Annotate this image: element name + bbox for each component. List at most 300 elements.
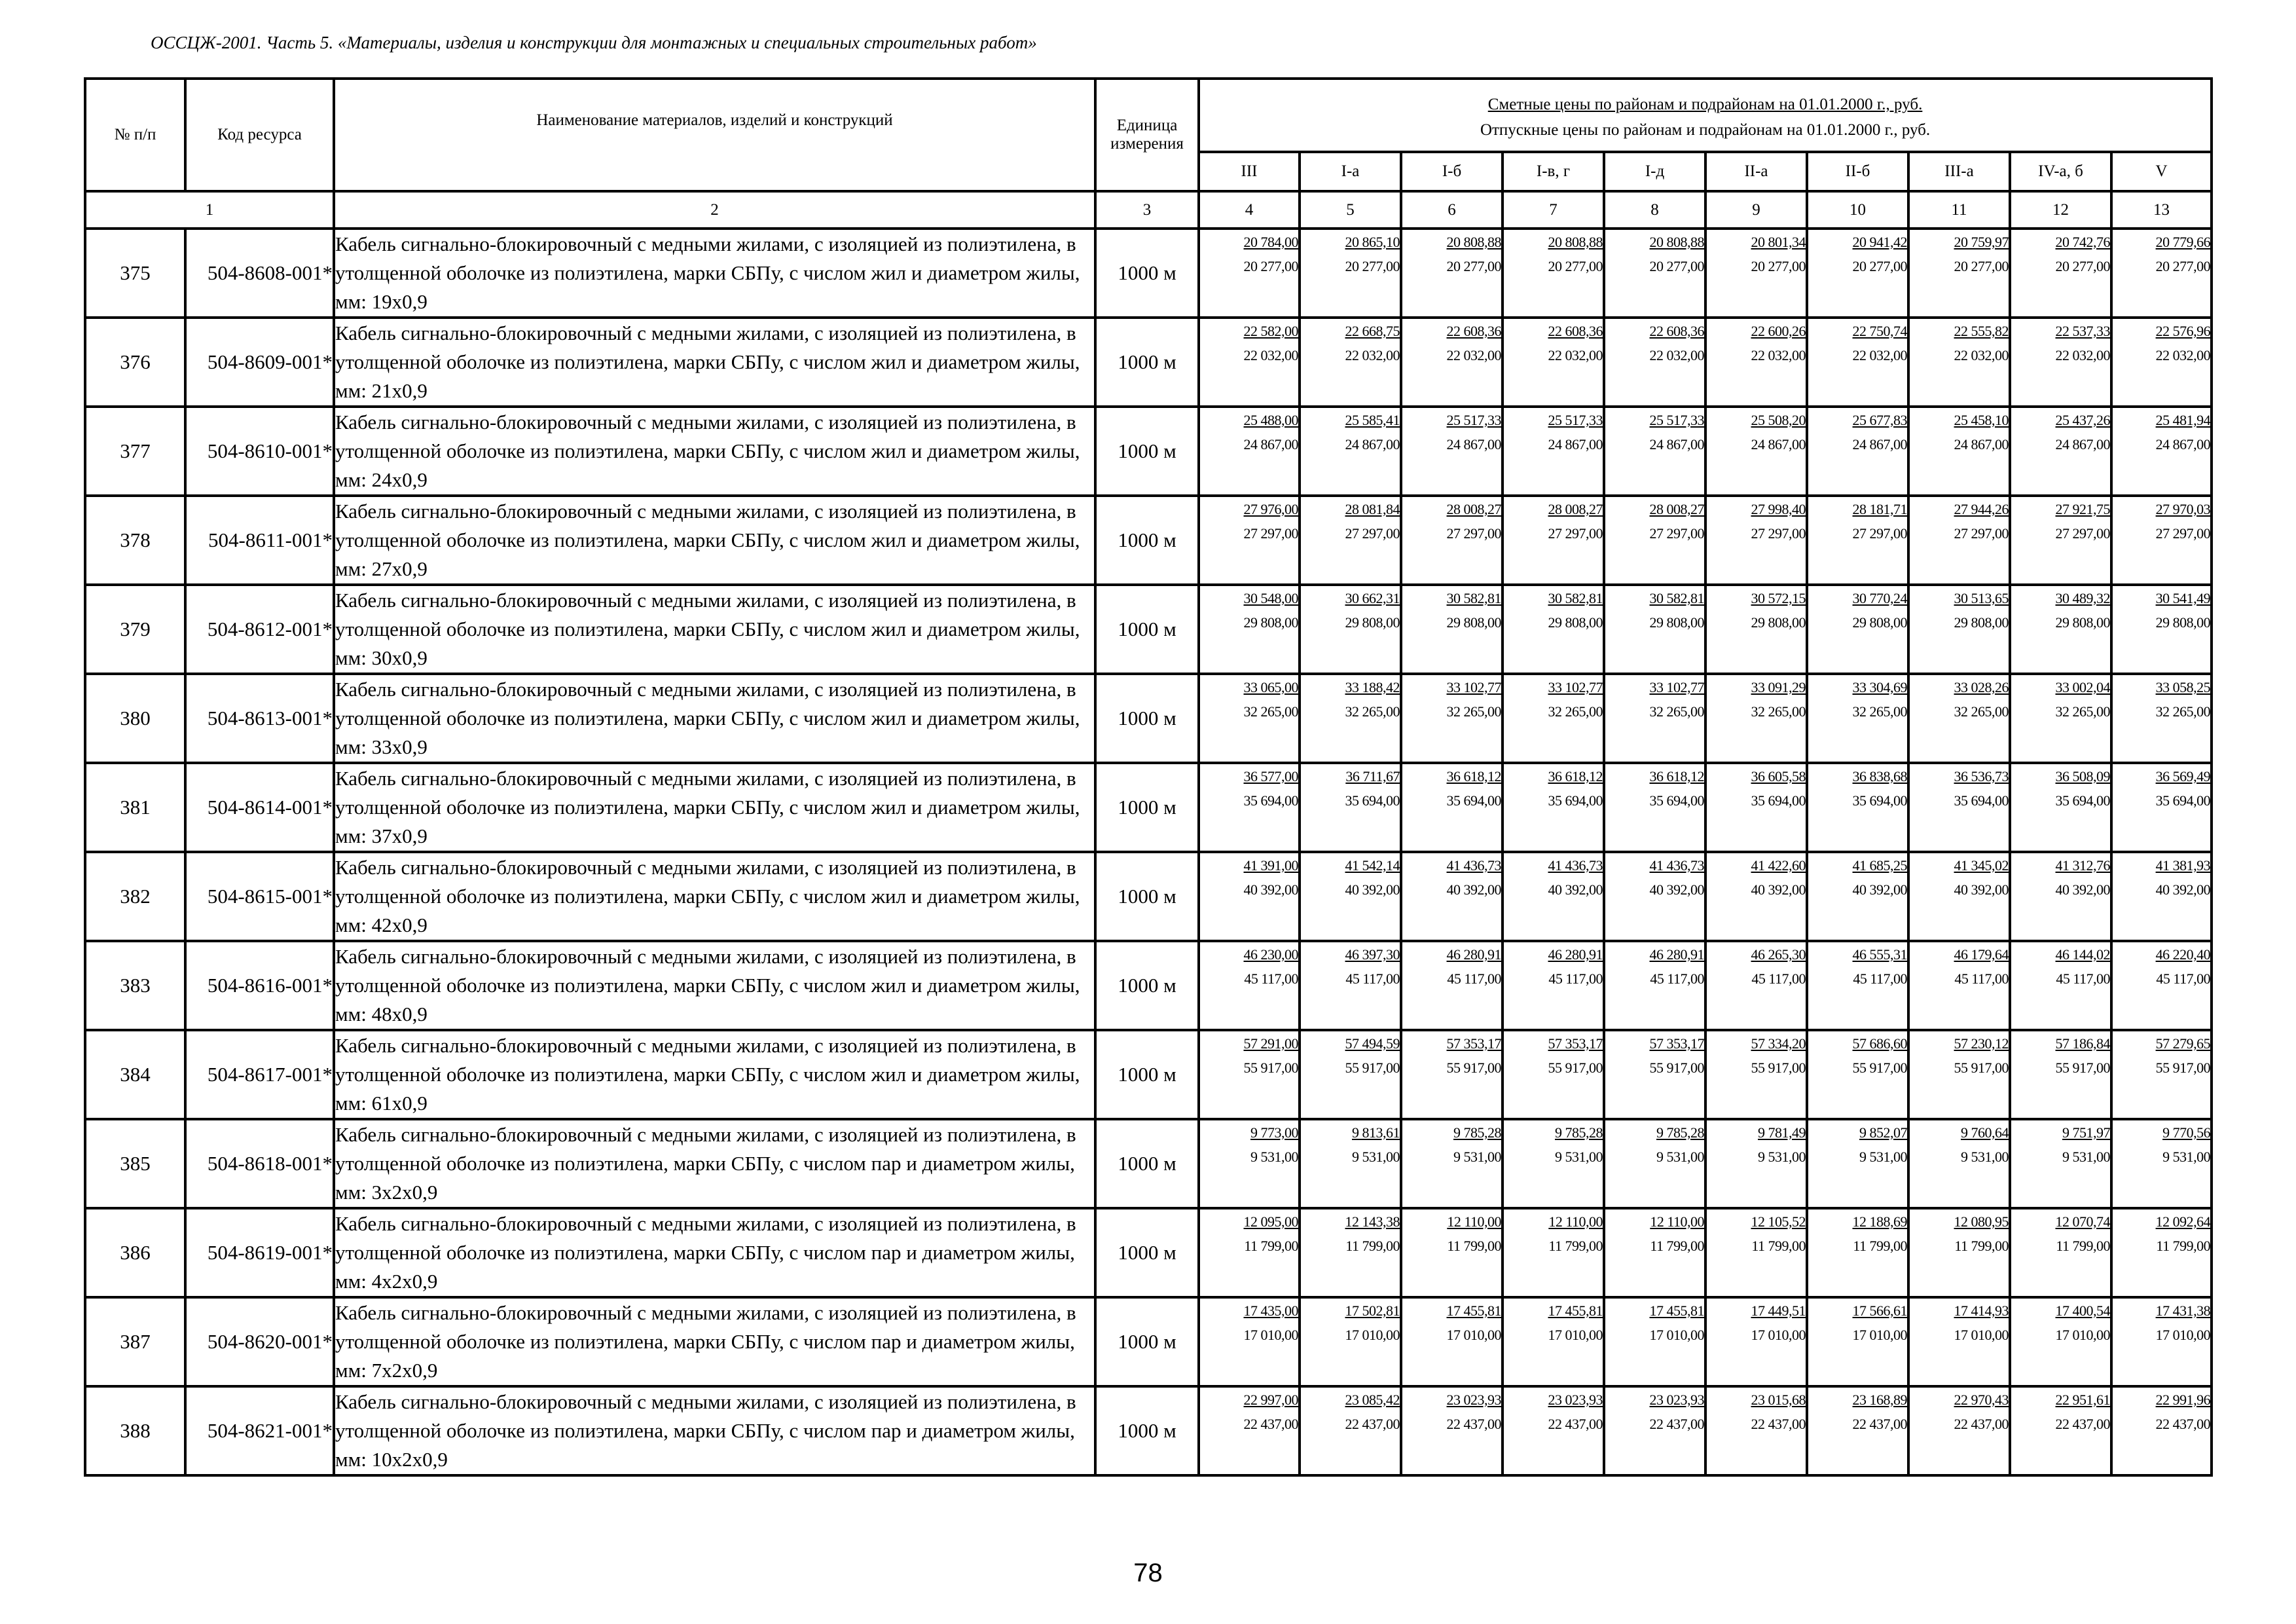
- estimate-price: 9 852,07: [1859, 1124, 1907, 1141]
- estimate-price: 25 517,33: [1649, 412, 1704, 428]
- estimate-price: 46 265,30: [1751, 946, 1806, 963]
- estimate-price: 36 618,12: [1548, 768, 1603, 784]
- release-price: 22 437,00: [1751, 1416, 1806, 1432]
- price-cell: [1300, 318, 1401, 407]
- estimate-price: 57 353,17: [1446, 1035, 1501, 1052]
- estimate-price: 22 582,00: [1243, 323, 1298, 339]
- estimate-price: 41 391,00: [1243, 857, 1298, 874]
- unit-of-measure: 1000 м: [1095, 941, 1199, 1030]
- price-cell: [1908, 1030, 2010, 1119]
- price-cell: [1705, 229, 1807, 318]
- column-number: 5: [1300, 191, 1401, 229]
- release-price: 29 808,00: [1649, 614, 1704, 631]
- unit-of-measure: 1000 м: [1095, 1297, 1199, 1386]
- estimate-price: 22 668,75: [1345, 323, 1400, 339]
- estimate-price: 30 541,49: [2155, 590, 2211, 606]
- release-price: 20 277,00: [1751, 258, 1806, 274]
- estimate-price: 46 220,40: [2155, 946, 2211, 963]
- estimate-price: 25 488,00: [1243, 412, 1298, 428]
- price-cell: [1300, 674, 1401, 763]
- price-cell: [1908, 496, 2010, 585]
- resource-code: 504-8612-001*: [185, 585, 334, 674]
- release-price: 32 265,00: [1751, 703, 1806, 720]
- release-price: 11 799,00: [2056, 1238, 2110, 1254]
- price-cell: [1705, 763, 1807, 852]
- price-cell: [1401, 407, 1503, 496]
- estimate-price: 23 015,68: [1751, 1392, 1806, 1408]
- price-cell: [1705, 674, 1807, 763]
- estimate-price: 30 572,15: [1751, 590, 1806, 606]
- material-name: Кабель сигнально-блокировочный с медными жилами, с изоляцией из полиэтилена, в утолщенной оболочке из полиэтилена, марки СБПу, с числом жил и диаметром жилы, мм: 21х0,9: [334, 318, 1095, 407]
- header-prices: [1199, 79, 2212, 152]
- price-cell: [1300, 585, 1401, 674]
- release-price: 20 277,00: [2155, 258, 2211, 274]
- price-cell: [1199, 1208, 1300, 1297]
- price-cell: [1199, 674, 1300, 763]
- unit-of-measure: 1000 м: [1095, 318, 1199, 407]
- estimate-price: 12 110,00: [1447, 1213, 1501, 1230]
- release-price: 27 297,00: [1548, 525, 1603, 542]
- estimate-price: 57 334,20: [1751, 1035, 1806, 1052]
- price-cell: [1807, 585, 1908, 674]
- release-price: 9 531,00: [1352, 1149, 1400, 1165]
- row-number: 388: [85, 1386, 185, 1475]
- estimate-price: 12 092,64: [2155, 1213, 2211, 1230]
- price-cell: [1604, 1386, 1705, 1475]
- estimate-price: 30 662,31: [1345, 590, 1400, 606]
- release-price: 45 117,00: [1447, 970, 1501, 987]
- column-number: 4: [1199, 191, 1300, 229]
- release-price: 22 032,00: [1751, 347, 1806, 363]
- estimate-price: 17 455,81: [1548, 1302, 1603, 1319]
- release-price: 11 799,00: [1447, 1238, 1501, 1254]
- estimate-price: 30 582,81: [1446, 590, 1501, 606]
- release-price: 11 799,00: [1853, 1238, 1907, 1254]
- resource-code: 504-8608-001*: [185, 229, 334, 318]
- estimate-price: 22 600,26: [1751, 323, 1806, 339]
- release-price: 17 010,00: [2055, 1327, 2110, 1343]
- release-price: 55 917,00: [1243, 1060, 1298, 1076]
- estimate-price: 33 102,77: [1649, 679, 1704, 695]
- release-price: 22 032,00: [2155, 347, 2211, 363]
- estimate-price: 57 353,17: [1548, 1035, 1603, 1052]
- price-cell: [1705, 1119, 1807, 1208]
- resource-code: 504-8614-001*: [185, 763, 334, 852]
- table-row: [85, 229, 2212, 318]
- price-cell: [1807, 496, 1908, 585]
- release-price: 9 531,00: [1859, 1149, 1907, 1165]
- estimate-price: 33 102,77: [1446, 679, 1501, 695]
- estimate-price: 20 941,42: [1852, 234, 1907, 250]
- release-price: 9 531,00: [1758, 1149, 1806, 1165]
- release-price: 9 531,00: [1250, 1149, 1298, 1165]
- price-cell: [1300, 1030, 1401, 1119]
- price-cell: [1908, 1297, 2010, 1386]
- price-cell: [1604, 1297, 1705, 1386]
- price-cell: [1604, 1208, 1705, 1297]
- release-price: 20 277,00: [1345, 258, 1400, 274]
- release-price: 20 277,00: [2055, 258, 2110, 274]
- column-numbers-row: [85, 191, 2212, 229]
- release-price: 20 277,00: [1649, 258, 1704, 274]
- price-cell: [1401, 1208, 1503, 1297]
- estimate-price: 41 685,25: [1852, 857, 1907, 874]
- price-cell: [2010, 407, 2111, 496]
- price-cell: [1300, 763, 1401, 852]
- estimate-price: 9 770,56: [2162, 1124, 2211, 1141]
- price-cell: [1807, 1119, 1908, 1208]
- estimate-price: 17 455,81: [1649, 1302, 1704, 1319]
- price-cell: [1503, 229, 1604, 318]
- estimate-price: 17 502,81: [1345, 1302, 1400, 1319]
- price-cell: [1199, 585, 1300, 674]
- table-row: [85, 1208, 2212, 1297]
- release-price: 29 808,00: [2155, 614, 2211, 631]
- release-price: 55 917,00: [2155, 1060, 2211, 1076]
- header-estimate-prices: Сметные цены по районам и подрайонам на 01.01.2000 г., руб.: [1487, 96, 1923, 113]
- price-cell: [1604, 941, 1705, 1030]
- estimate-price: 41 542,14: [1345, 857, 1400, 874]
- release-price: 55 917,00: [1548, 1060, 1603, 1076]
- price-cell: [1705, 1208, 1807, 1297]
- price-cell: [1300, 407, 1401, 496]
- release-price: 27 297,00: [2055, 525, 2110, 542]
- row-number: 381: [85, 763, 185, 852]
- column-number: 3: [1095, 191, 1199, 229]
- header-name: Наименование материалов, изделий и конструкций: [334, 79, 1095, 191]
- release-price: 27 297,00: [1649, 525, 1704, 542]
- release-price: 17 010,00: [1751, 1327, 1806, 1343]
- release-price: 9 531,00: [1961, 1149, 2009, 1165]
- material-name: Кабель сигнально-блокировочный с медными жилами, с изоляцией из полиэтилена, в утолщенной оболочке из полиэтилена, марки СБПу, с числом жил и диаметром жилы, мм: 33х0,9: [334, 674, 1095, 763]
- price-cell: [2010, 1119, 2111, 1208]
- region-header: III-а: [1908, 152, 2010, 191]
- estimate-price: 25 508,20: [1751, 412, 1806, 428]
- price-cell: [2111, 318, 2212, 407]
- release-price: 17 010,00: [1345, 1327, 1400, 1343]
- release-price: 45 117,00: [1751, 970, 1806, 987]
- row-number: 380: [85, 674, 185, 763]
- price-cell: [2010, 1030, 2111, 1119]
- release-price: 40 392,00: [1649, 881, 1704, 898]
- price-cell: [2111, 229, 2212, 318]
- price-table: [84, 77, 2213, 1477]
- release-price: 24 867,00: [1548, 436, 1603, 452]
- release-price: 40 392,00: [2055, 881, 2110, 898]
- release-price: 11 799,00: [1751, 1238, 1806, 1254]
- estimate-price: 30 582,81: [1649, 590, 1704, 606]
- release-price: 22 032,00: [1243, 347, 1298, 363]
- column-number: 6: [1401, 191, 1503, 229]
- estimate-price: 27 944,26: [1954, 501, 2009, 517]
- estimate-price: 22 555,82: [1954, 323, 2009, 339]
- estimate-price: 28 008,27: [1446, 501, 1501, 517]
- estimate-price: 9 785,28: [1656, 1124, 1704, 1141]
- estimate-price: 23 023,93: [1649, 1392, 1704, 1408]
- release-price: 35 694,00: [1954, 792, 2009, 809]
- resource-code: 504-8613-001*: [185, 674, 334, 763]
- release-price: 22 032,00: [1954, 347, 2009, 363]
- release-price: 32 265,00: [1345, 703, 1400, 720]
- price-cell: [2111, 585, 2212, 674]
- estimate-price: 25 517,33: [1446, 412, 1501, 428]
- release-price: 22 437,00: [1548, 1416, 1603, 1432]
- table-row: [85, 318, 2212, 407]
- price-cell: [1604, 852, 1705, 941]
- price-cell: [1604, 674, 1705, 763]
- estimate-price: 25 437,26: [2055, 412, 2110, 428]
- region-header: V: [2111, 152, 2212, 191]
- estimate-price: 33 304,69: [1852, 679, 1907, 695]
- estimate-price: 23 168,89: [1852, 1392, 1907, 1408]
- release-price: 22 437,00: [1852, 1416, 1907, 1432]
- price-cell: [1503, 852, 1604, 941]
- release-price: 32 265,00: [1649, 703, 1704, 720]
- price-cell: [1503, 407, 1604, 496]
- region-header: II-б: [1807, 152, 1908, 191]
- price-cell: [2010, 229, 2111, 318]
- estimate-price: 25 677,83: [1852, 412, 1907, 428]
- price-cell: [1300, 1208, 1401, 1297]
- estimate-price: 57 686,60: [1852, 1035, 1907, 1052]
- estimate-price: 20 784,00: [1243, 234, 1298, 250]
- price-cell: [1604, 229, 1705, 318]
- table-row: [85, 941, 2212, 1030]
- estimate-price: 36 711,67: [1345, 768, 1400, 784]
- price-cell: [1807, 1030, 1908, 1119]
- estimate-price: 41 436,73: [1446, 857, 1501, 874]
- release-price: 22 437,00: [1345, 1416, 1400, 1432]
- release-price: 45 117,00: [1345, 970, 1400, 987]
- estimate-price: 33 058,25: [2155, 679, 2211, 695]
- price-cell: [1705, 585, 1807, 674]
- row-number: 375: [85, 229, 185, 318]
- estimate-price: 30 489,32: [2055, 590, 2110, 606]
- unit-of-measure: 1000 м: [1095, 674, 1199, 763]
- price-cell: [1908, 1208, 2010, 1297]
- price-cell: [2010, 941, 2111, 1030]
- row-number: 382: [85, 852, 185, 941]
- release-price: 22 032,00: [1852, 347, 1907, 363]
- release-price: 40 392,00: [1345, 881, 1400, 898]
- estimate-price: 30 582,81: [1548, 590, 1603, 606]
- material-name: Кабель сигнально-блокировочный с медными жилами, с изоляцией из полиэтилена, в утолщенной оболочке из полиэтилена, марки СБПу, с числом пар и диаметром жилы, мм: 3х2х0,9: [334, 1119, 1095, 1208]
- release-price: 32 265,00: [1548, 703, 1603, 720]
- release-price: 45 117,00: [1244, 970, 1298, 987]
- estimate-price: 9 751,97: [2062, 1124, 2110, 1141]
- price-cell: [1908, 1119, 2010, 1208]
- release-price: 32 265,00: [1243, 703, 1298, 720]
- price-cell: [1503, 1297, 1604, 1386]
- price-cell: [1503, 1386, 1604, 1475]
- estimate-price: 46 280,91: [1446, 946, 1501, 963]
- estimate-price: 20 779,66: [2155, 234, 2211, 250]
- table-row: [85, 674, 2212, 763]
- table-row: [85, 852, 2212, 941]
- price-cell: [2010, 1297, 2111, 1386]
- estimate-price: 41 436,73: [1548, 857, 1603, 874]
- estimate-price: 46 144,02: [2055, 946, 2110, 963]
- release-price: 40 392,00: [1446, 881, 1501, 898]
- price-cell: [2111, 852, 2212, 941]
- price-cell: [1401, 1386, 1503, 1475]
- price-cell: [1199, 318, 1300, 407]
- release-price: 17 010,00: [1446, 1327, 1501, 1343]
- region-header: II-а: [1705, 152, 1807, 191]
- price-cell: [1199, 941, 1300, 1030]
- estimate-price: 33 028,26: [1954, 679, 2009, 695]
- estimate-price: 22 750,74: [1852, 323, 1907, 339]
- price-cell: [1705, 407, 1807, 496]
- price-cell: [1705, 318, 1807, 407]
- estimate-price: 36 618,12: [1649, 768, 1704, 784]
- material-name: Кабель сигнально-блокировочный с медными жилами, с изоляцией из полиэтилена, в утолщенной оболочке из полиэтилена, марки СБПу, с числом пар и диаметром жилы, мм: 10х2х0,9: [334, 1386, 1095, 1475]
- price-cell: [2111, 763, 2212, 852]
- material-name: Кабель сигнально-блокировочный с медными жилами, с изоляцией из полиэтилена, в утолщенной оболочке из полиэтилена, марки СБПу, с числом жил и диаметром жилы, мм: 30х0,9: [334, 585, 1095, 674]
- release-price: 11 799,00: [1954, 1238, 2009, 1254]
- release-price: 35 694,00: [1243, 792, 1298, 809]
- estimate-price: 28 081,84: [1345, 501, 1400, 517]
- estimate-price: 22 608,36: [1649, 323, 1704, 339]
- price-cell: [1503, 496, 1604, 585]
- release-price: 22 437,00: [1446, 1416, 1501, 1432]
- column-number: 13: [2111, 191, 2212, 229]
- column-number: 10: [1807, 191, 1908, 229]
- price-cell: [1300, 496, 1401, 585]
- price-cell: [1401, 674, 1503, 763]
- release-price: 11 799,00: [1548, 1238, 1603, 1254]
- header-release-prices: Отпускные цены по районам и подрайонам на 01.01.2000 г., руб.: [1480, 121, 1931, 139]
- release-price: 45 117,00: [2156, 970, 2211, 987]
- estimate-price: 17 435,00: [1243, 1302, 1298, 1319]
- estimate-price: 12 105,52: [1751, 1213, 1806, 1230]
- page-number: 78: [1133, 1559, 1163, 1587]
- estimate-price: 12 143,38: [1345, 1213, 1400, 1230]
- release-price: 35 694,00: [1852, 792, 1907, 809]
- price-cell: [1401, 1119, 1503, 1208]
- header-code: Код ресурса: [185, 79, 334, 191]
- price-cell: [1199, 407, 1300, 496]
- price-cell: [1908, 852, 2010, 941]
- release-price: 40 392,00: [1751, 881, 1806, 898]
- estimate-price: 28 181,71: [1852, 501, 1907, 517]
- release-price: 22 032,00: [1446, 347, 1501, 363]
- unit-of-measure: 1000 м: [1095, 229, 1199, 318]
- estimate-price: 46 280,91: [1649, 946, 1704, 963]
- price-cell: [1604, 1119, 1705, 1208]
- release-price: 24 867,00: [1345, 436, 1400, 452]
- column-number: 8: [1604, 191, 1705, 229]
- resource-code: 504-8617-001*: [185, 1030, 334, 1119]
- price-cell: [1300, 852, 1401, 941]
- price-cell: [1199, 763, 1300, 852]
- release-price: 29 808,00: [1852, 614, 1907, 631]
- table-body: [85, 229, 2212, 1475]
- column-number: 9: [1705, 191, 1807, 229]
- price-cell: [1807, 1386, 1908, 1475]
- material-name: Кабель сигнально-блокировочный с медными жилами, с изоляцией из полиэтилена, в утолщенной оболочке из полиэтилена, марки СБПу, с числом жил и диаметром жилы, мм: 42х0,9: [334, 852, 1095, 941]
- release-price: 20 277,00: [1243, 258, 1298, 274]
- estimate-price: 36 605,58: [1751, 768, 1806, 784]
- price-cell: [1199, 1297, 1300, 1386]
- estimate-price: 17 414,93: [1954, 1302, 2009, 1319]
- estimate-price: 33 002,04: [2055, 679, 2110, 695]
- estimate-price: 9 785,28: [1555, 1124, 1603, 1141]
- estimate-price: 27 921,75: [2055, 501, 2110, 517]
- release-price: 11 799,00: [1244, 1238, 1298, 1254]
- release-price: 22 032,00: [1649, 347, 1704, 363]
- release-price: 17 010,00: [1649, 1327, 1704, 1343]
- material-name: Кабель сигнально-блокировочный с медными жилами, с изоляцией из полиэтилена, в утолщенной оболочке из полиэтилена, марки СБПу, с числом жил и диаметром жилы, мм: 19х0,9: [334, 229, 1095, 318]
- price-cell: [1503, 674, 1604, 763]
- release-price: 35 694,00: [1649, 792, 1704, 809]
- release-price: 27 297,00: [1751, 525, 1806, 542]
- column-number: 7: [1503, 191, 1604, 229]
- unit-of-measure: 1000 м: [1095, 1030, 1199, 1119]
- release-price: 35 694,00: [1446, 792, 1501, 809]
- release-price: 55 917,00: [1345, 1060, 1400, 1076]
- price-cell: [1705, 941, 1807, 1030]
- estimate-price: 30 770,24: [1852, 590, 1907, 606]
- estimate-price: 25 585,41: [1345, 412, 1400, 428]
- resource-code: 504-8610-001*: [185, 407, 334, 496]
- estimate-price: 9 760,64: [1961, 1124, 2009, 1141]
- release-price: 35 694,00: [2155, 792, 2211, 809]
- release-price: 24 867,00: [1649, 436, 1704, 452]
- resource-code: 504-8621-001*: [185, 1386, 334, 1475]
- release-price: 29 808,00: [1243, 614, 1298, 631]
- estimate-price: 12 080,95: [1954, 1213, 2009, 1230]
- price-cell: [2010, 318, 2111, 407]
- estimate-price: 17 566,61: [1852, 1302, 1907, 1319]
- estimate-price: 36 838,68: [1852, 768, 1907, 784]
- material-name: Кабель сигнально-блокировочный с медными жилами, с изоляцией из полиэтилена, в утолщенной оболочке из полиэтилена, марки СБПу, с числом жил и диаметром жилы, мм: 27х0,9: [334, 496, 1095, 585]
- release-price: 17 010,00: [1954, 1327, 2009, 1343]
- price-cell: [1300, 1119, 1401, 1208]
- unit-of-measure: 1000 м: [1095, 407, 1199, 496]
- material-name: Кабель сигнально-блокировочный с медными жилами, с изоляцией из полиэтилена, в утолщенной оболочке из полиэтилена, марки СБПу, с числом жил и диаметром жилы, мм: 61х0,9: [334, 1030, 1095, 1119]
- price-cell: [1401, 763, 1503, 852]
- price-cell: [1705, 1030, 1807, 1119]
- release-price: 32 265,00: [1852, 703, 1907, 720]
- price-cell: [1908, 1386, 2010, 1475]
- release-price: 20 277,00: [1446, 258, 1501, 274]
- row-number: 378: [85, 496, 185, 585]
- estimate-price: 27 998,40: [1751, 501, 1806, 517]
- price-cell: [1604, 763, 1705, 852]
- release-price: 40 392,00: [1243, 881, 1298, 898]
- row-number: 387: [85, 1297, 185, 1386]
- estimate-price: 12 095,00: [1243, 1213, 1298, 1230]
- release-price: 29 808,00: [1446, 614, 1501, 631]
- estimate-price: 33 065,00: [1243, 679, 1298, 695]
- estimate-price: 20 808,88: [1446, 234, 1501, 250]
- price-cell: [1604, 407, 1705, 496]
- release-price: 20 277,00: [1852, 258, 1907, 274]
- release-price: 45 117,00: [1548, 970, 1603, 987]
- estimate-price: 20 759,97: [1954, 234, 2009, 250]
- price-cell: [1807, 852, 1908, 941]
- estimate-price: 22 576,96: [2155, 323, 2211, 339]
- release-price: 22 437,00: [1649, 1416, 1704, 1432]
- estimate-price: 22 608,36: [1548, 323, 1603, 339]
- price-cell: [1300, 941, 1401, 1030]
- release-price: 17 010,00: [2155, 1327, 2211, 1343]
- release-price: 45 117,00: [1954, 970, 2009, 987]
- estimate-price: 57 291,00: [1243, 1035, 1298, 1052]
- price-cell: [1199, 852, 1300, 941]
- column-number: 1: [85, 191, 334, 229]
